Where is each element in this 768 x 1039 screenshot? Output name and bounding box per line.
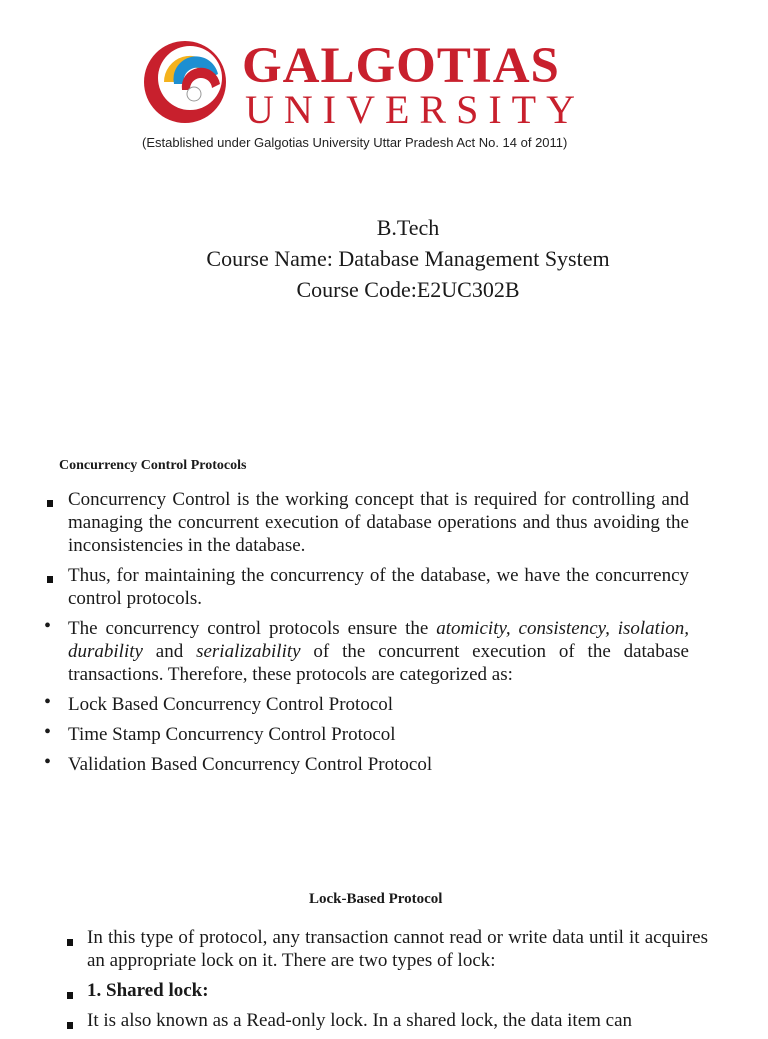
bullet-text: It is also known as a Read-only lock. In a shared lock, the data item can: [87, 1010, 633, 1031]
bullet-text: of the concurrent execution of the database transactions. Therefore, these protocols are categorized as:: [68, 641, 689, 685]
shared-lock-heading: 1. Shared lock:: [87, 980, 209, 1001]
list-item: [44, 751, 689, 776]
lock-bullet-list: [87, 926, 708, 1039]
program-name: B.Tech: [376, 215, 440, 240]
established-note: (Established under Galgotias University Uttar Pradesh Act No. 14 of 2011): [142, 135, 568, 150]
list-item: [87, 979, 708, 1002]
square-bullet-icon: [47, 490, 53, 513]
square-bullet-icon: [67, 929, 73, 952]
course-info: [0, 212, 768, 305]
section-title-lock-based: Lock-Based Protocol: [309, 891, 443, 907]
logo-name-text: GALGOTIAS: [242, 38, 560, 94]
serializability-text: serializability: [196, 641, 301, 662]
bullet-text: The concurrency control protocols ensure the: [68, 618, 437, 639]
list-item: [44, 721, 689, 746]
protocol-type-text: Lock Based Concurrency Control Protocol: [68, 694, 394, 715]
bullet-text: Concurrency Control is the working concept that is required for controlling and managing the concurrent execution of database operations and thus avoiding the inconsistencies in the database.: [68, 489, 689, 556]
protocol-type-text: Time Stamp Concurrency Control Protocol: [68, 724, 396, 745]
list-item: [44, 691, 689, 716]
bullet-text: and: [142, 641, 197, 662]
round-bullet-icon: •: [44, 721, 52, 743]
list-item: [44, 615, 689, 686]
square-bullet-icon: [47, 566, 53, 589]
protocol-type-text: Validation Based Concurrency Control Protocol: [68, 754, 433, 775]
section-title-concurrency: Concurrency Control Protocols: [59, 458, 247, 473]
acid-properties-text: atomicity, consistency, isolation, durability: [68, 618, 689, 662]
list-item: [87, 926, 708, 972]
square-bullet-icon: [67, 982, 73, 1005]
concurrency-bullet-list: [44, 488, 689, 783]
galgotias-emblem-icon: [142, 38, 230, 126]
list-item: [87, 1009, 708, 1032]
bullet-text: Thus, for maintaining the concurrency of the database, we have the concurrency control protocols.: [68, 565, 689, 609]
course-code: Course Code:E2UC302B: [296, 277, 520, 302]
course-name: Course Name: Database Management System: [206, 246, 610, 271]
round-bullet-icon: •: [44, 751, 52, 773]
bullet-text: In this type of protocol, any transaction cannot read or write data until it acquires an appropriate lock on it. There are two types of lock:: [87, 927, 708, 971]
round-bullet-icon: •: [44, 691, 52, 713]
university-logo: [142, 38, 612, 158]
list-item: [68, 488, 689, 557]
list-item: [68, 564, 689, 610]
logo-university-text: UNIVERSITY: [245, 87, 585, 132]
round-bullet-icon: •: [44, 615, 52, 637]
